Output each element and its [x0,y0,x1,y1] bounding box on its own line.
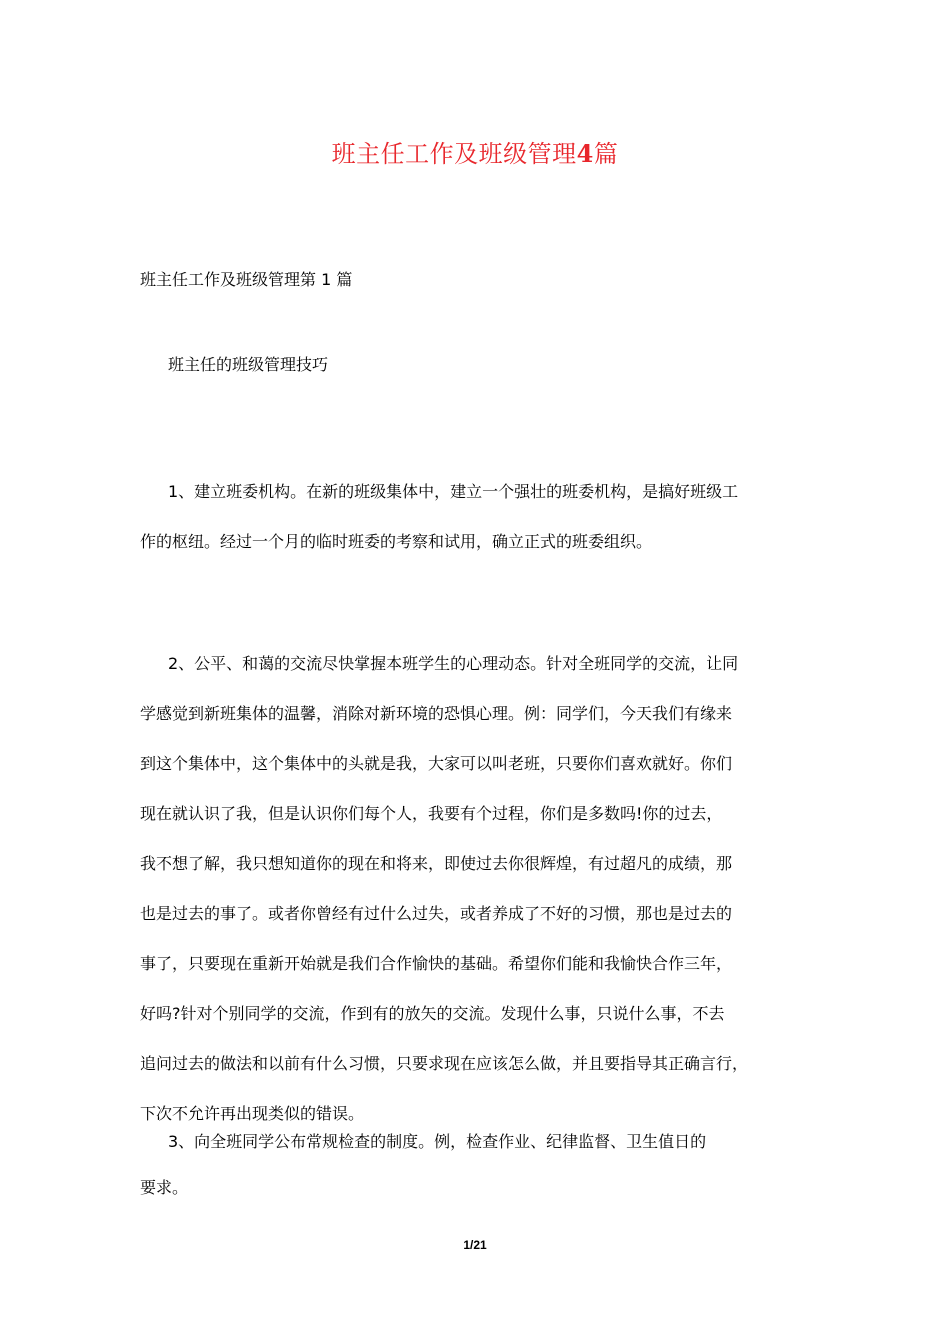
paragraph-1 [140,480,820,580]
paragraph-line: 要求。 [140,1178,189,1197]
paragraph-line: 好吗?针对个别同学的交流，作到有的放矢的交流。发现什么事，只说什么事，不去 [140,1004,725,1023]
paragraph-line: 我不想了解，我只想知道你的现在和将来，即使过去你很辉煌，有过超凡的成绩，那 [140,854,733,873]
paragraph-line: 1、建立班委机构。在新的班级集体中，建立一个强壮的班委机构，是搞好班级工 [168,482,739,501]
paragraph-line: 学感觉到新班集体的温馨，消除对新环境的恐惧心理。例：同学们，今天我们有缘来 [140,704,733,723]
paragraph-3 [140,1130,820,1222]
paragraph-line: 下次不允许再出现类似的错误。 [140,1104,365,1123]
title-suffix: 篇 [593,140,619,168]
subheading: 班主任的班级管理技巧 [168,355,329,374]
paragraph-line: 追问过去的做法和以前有什么习惯，只要求现在应该怎么做，并且要指导其正确言行， [140,1054,749,1073]
paragraph-line: 作的枢纽。经过一个月的临时班委的考察和试用，确立正式的班委组织。 [140,532,653,551]
paragraph-line: 到这个集体中，这个集体中的头就是我，大家可以叫老班，只要你们喜欢就好。你们 [140,754,733,773]
title-number: 4 [576,139,594,168]
paragraph-2 [140,652,820,1132]
paragraph-line: 2、公平、和蔼的交流尽快掌握本班学生的心理动态。针对全班同学的交流，让同 [168,654,739,673]
section-heading: 班主任工作及班级管理第 1 篇 [140,270,353,289]
paragraph-line: 现在就认识了我，但是认识你们每个人，我要有个过程，你们是多数吗!你的过去， [140,804,723,823]
paragraph-line: 3、向全班同学公布常规检查的制度。例，检查作业、纪律监督、卫生值日的 [168,1132,707,1151]
title-text: 班主任工作及班级管理 [331,140,577,168]
paragraph-line: 也是过去的事了。或者你曾经有过什么过失，或者养成了不好的习惯，那也是过去的 [140,904,733,923]
document-title [0,137,950,171]
paragraph-line: 事了，只要现在重新开始就是我们合作愉快的基础。希望你们能和我愉快合作三年， [140,954,733,973]
page-number: 1/21 [463,1238,487,1252]
